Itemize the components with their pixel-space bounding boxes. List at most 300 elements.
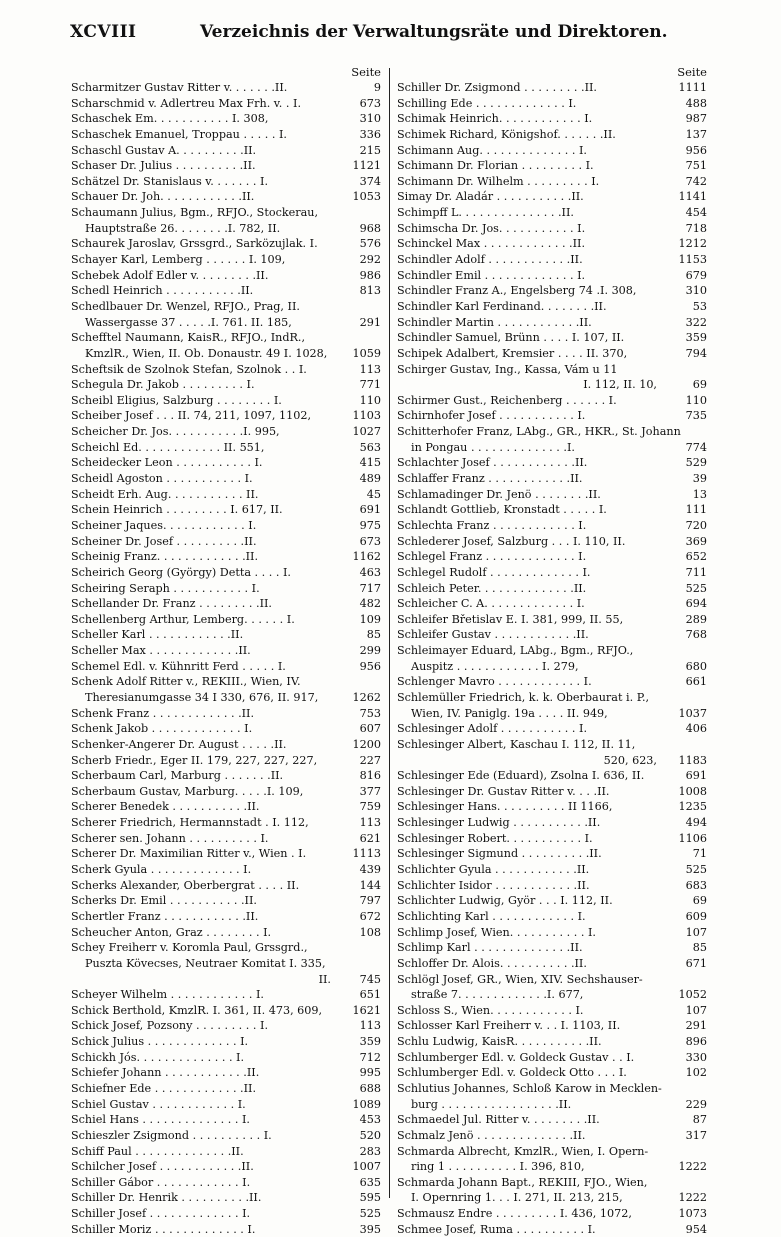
- entry-name: Schmalz Jenö . . . . . . . . . . . . . .II.: [397, 1128, 586, 1142]
- entry-name: Schindler Adolf . . . . . . . . . . . .II.: [397, 253, 583, 267]
- index-entry: [397, 143, 707, 159]
- entry-name: Scherk Gyula . . . . . . . . . . . . . I.: [71, 863, 252, 877]
- entry-name: Schenk Jakob . . . . . . . . . . . . . I.: [71, 722, 253, 736]
- entry-name: Schefftel Naumann, KaisR., RFJO., IndR.,: [71, 331, 306, 345]
- entry-name: Schloffer Dr. Alois. . . . . . . . . . .II.: [397, 956, 587, 970]
- entry-name: Scherer sen. Johann . . . . . . . . . . I.: [71, 831, 269, 845]
- index-entry: [71, 596, 381, 612]
- entry-name: Schlenger Mavro . . . . . . . . . . . . I.: [397, 675, 592, 689]
- index-entry: [71, 268, 381, 284]
- entry-name: Schlechta Franz . . . . . . . . . . . . I.: [397, 518, 587, 532]
- entry-page: 488: [685, 96, 707, 110]
- index-entry: [397, 377, 707, 393]
- entry-page: 673: [359, 534, 381, 548]
- entry-name: Schiel Hans . . . . . . . . . . . . . . I.: [71, 1113, 250, 1127]
- entry-name: Auspitz . . . . . . . . . . . . I. 279,: [411, 659, 579, 673]
- index-entry: [397, 737, 707, 753]
- entry-name: Schaschek Em. . . . . . . . . . . I. 308,: [71, 112, 269, 126]
- index-entry: [397, 972, 707, 988]
- entry-name: Schey Freiherr v. Koromla Paul, Grssgrd.,: [71, 941, 308, 955]
- entry-page: 283: [359, 1144, 381, 1158]
- entry-name: Schimann Dr. Wilhelm . . . . . . . . . I.: [397, 174, 600, 188]
- index-entry: [397, 346, 707, 362]
- entry-page: 1111: [678, 81, 707, 94]
- index-entry: [71, 846, 381, 862]
- index-entry: [397, 768, 707, 784]
- entry-name: Hauptstraße 26. . . . . . . .I. 782, II.: [85, 221, 281, 235]
- entry-name: II.: [318, 972, 331, 986]
- entry-name: Scheiner Dr. Josef . . . . . . . . . .II.: [71, 534, 257, 548]
- index-entry: [71, 236, 381, 252]
- page-number: XCVIII: [70, 22, 137, 42]
- entry-name: Schirmer Gust., Reichenberg . . . . . . I.: [397, 393, 617, 407]
- entry-page: 291: [359, 315, 381, 329]
- entry-name: Simay Dr. Aladár . . . . . . . . . . .II.: [397, 190, 584, 204]
- entry-name: Schimann Dr. Florian . . . . . . . . . I.: [397, 159, 594, 173]
- entry-name: Scheinig Franz. . . . . . . . . . . . .II.: [71, 550, 259, 564]
- entry-name: Schlichter Ludwig, Györ . . . I. 112, II.: [397, 894, 613, 908]
- entry-page: 525: [685, 581, 707, 595]
- entry-list: [71, 80, 381, 1237]
- entry-name: Schiller Josef . . . . . . . . . . . . . I.: [71, 1207, 251, 1221]
- index-entry: [71, 643, 381, 659]
- entry-page: 85: [692, 941, 707, 955]
- entry-name: Schindler Karl Ferdinand. . . . . . . .II.: [397, 299, 607, 313]
- entry-page: 652: [685, 550, 707, 564]
- index-entry: [397, 158, 707, 174]
- entry-name: Schmausz Endre . . . . . . . . . I. 436, 1072,: [397, 1207, 632, 1221]
- entry-name: Schmee Josef, Ruma . . . . . . . . . . I.: [397, 1222, 596, 1236]
- index-entry: [397, 893, 707, 909]
- index-entry: [71, 377, 381, 393]
- entry-name: Schirger Gustav, Ing., Kassa, Vám u 11: [397, 362, 618, 376]
- index-entry: [71, 393, 381, 409]
- entry-page: 113: [359, 1019, 381, 1033]
- index-entry: [397, 659, 707, 675]
- index-entry: [71, 706, 381, 722]
- entry-name: Scheidecker Leon . . . . . . . . . . . I.: [71, 456, 263, 470]
- entry-page: 672: [359, 909, 381, 923]
- entry-page: 525: [685, 863, 707, 877]
- entry-name: Schlutius Johannes, Schloß Karow in Mecklen-: [397, 1082, 662, 1095]
- entry-page: 986: [359, 268, 381, 282]
- entry-name: Schaschl Gustav A. . . . . . . . . .II.: [71, 143, 257, 157]
- entry-name: Schlichting Karl . . . . . . . . . . . . I.: [397, 909, 586, 923]
- index-entry: [71, 1159, 381, 1175]
- entry-name: Schlesinger Robert. . . . . . . . . . . I.: [397, 831, 593, 845]
- index-entry: [71, 205, 381, 221]
- index-entry: [397, 205, 707, 221]
- index-entry: [397, 299, 707, 315]
- entry-page: 369: [685, 534, 707, 548]
- entry-page: 735: [685, 409, 707, 423]
- index-entry: [397, 534, 707, 550]
- entry-page: 987: [685, 112, 707, 126]
- index-entry: [397, 362, 707, 378]
- entry-page: 768: [685, 628, 707, 642]
- index-entry: [397, 846, 707, 862]
- index-entry: [71, 940, 381, 956]
- entry-page: 310: [359, 112, 381, 126]
- entry-page: 718: [685, 221, 707, 235]
- entry-page: 489: [359, 472, 381, 486]
- entry-page: 751: [685, 159, 707, 173]
- entry-name: Wien, IV. Paniglg. 19a . . . . II. 949,: [411, 706, 608, 720]
- entry-name: Schiller Dr. Zsigmond . . . . . . . . .II.: [397, 81, 597, 94]
- entry-name: Schlimp Josef, Wien. . . . . . . . . . . I.: [397, 925, 596, 939]
- entry-page: 529: [685, 456, 707, 470]
- index-entry: [71, 502, 381, 518]
- entry-page: 215: [359, 143, 381, 157]
- entry-name: Schleich Peter. . . . . . . . . . . . . .II.: [397, 581, 587, 595]
- index-entry: [397, 111, 707, 127]
- index-entry: [71, 127, 381, 143]
- entry-name: Scheller Max . . . . . . . . . . . . .II.: [71, 644, 251, 658]
- entry-name: Schertler Franz . . . . . . . . . . . .II.: [71, 909, 259, 923]
- entry-page: 621: [359, 831, 381, 845]
- entry-page: 691: [359, 503, 381, 517]
- entry-name: Scherbaum Carl, Marburg . . . . . . .II.: [71, 769, 284, 783]
- entry-page: 107: [685, 1003, 707, 1017]
- entry-page: 1235: [678, 800, 707, 814]
- index-entry: [71, 111, 381, 127]
- entry-page: 745: [359, 972, 381, 986]
- index-entry: [397, 221, 707, 237]
- index-entry: [71, 784, 381, 800]
- entry-page: 759: [359, 800, 381, 814]
- entry-page: 635: [359, 1175, 381, 1189]
- entry-name: Schaurek Jaroslav, Grssgrd., Sarközujlak. I.: [71, 237, 318, 251]
- index-entry: [397, 283, 707, 299]
- index-entry: [397, 690, 707, 706]
- index-entry: [397, 1128, 707, 1144]
- index-entry: [397, 502, 707, 518]
- index-entry: [71, 1206, 381, 1222]
- entry-name: Schenker-Angerer Dr. August . . . . .II.: [71, 737, 287, 751]
- entry-name: Scherbaum Gustav, Marburg. . . . .I. 109,: [71, 784, 304, 798]
- entry-name: Schirnhofer Josef . . . . . . . . . . . I.: [397, 409, 586, 423]
- index-entry: [397, 80, 707, 96]
- entry-page: 292: [359, 253, 381, 267]
- index-entry: [71, 518, 381, 534]
- entry-page: 1089: [352, 1097, 381, 1111]
- entry-page: 717: [359, 581, 381, 595]
- entry-name: Scherks Dr. Emil . . . . . . . . . . .II.: [71, 894, 257, 908]
- entry-page: 359: [685, 331, 707, 345]
- index-entry: [397, 252, 707, 268]
- entry-page: 816: [359, 769, 381, 783]
- entry-name: Schenk Franz . . . . . . . . . . . . .II.: [71, 706, 255, 720]
- entry-page: 374: [359, 174, 381, 188]
- entry-page: 336: [359, 127, 381, 141]
- entry-page: 406: [685, 722, 707, 736]
- entry-name: Theresianumgasse 34 I 330, 676, II. 917,: [85, 690, 319, 704]
- entry-name: Schaschek Emanuel, Troppau . . . . . I.: [71, 127, 287, 141]
- index-entry: [71, 1128, 381, 1144]
- entry-name: Scheftsik de Szolnok Stefan, Szolnok . . I.: [71, 362, 307, 376]
- entry-name: Schlamadinger Dr. Jenö . . . . . . . .II.: [397, 487, 601, 501]
- entry-name: Scherks Alexander, Oberbergrat . . . . II.: [71, 878, 300, 892]
- entry-name: Scheiring Seraph . . . . . . . . . . . I.: [71, 581, 260, 595]
- entry-page: 87: [692, 1113, 707, 1127]
- entry-page: 395: [359, 1222, 381, 1236]
- index-entry: [397, 878, 707, 894]
- entry-name: Schiller Dr. Henrik . . . . . . . . . .II.: [71, 1191, 262, 1205]
- index-entry: [71, 158, 381, 174]
- index-entry: [71, 252, 381, 268]
- entry-name: Scheucher Anton, Graz . . . . . . . . I.: [71, 925, 272, 939]
- index-entry: [397, 330, 707, 346]
- entry-page: 45: [366, 487, 381, 501]
- index-entry: [397, 189, 707, 205]
- entry-name: Scharschmid v. Adlertreu Max Frh. v. . I.: [71, 96, 301, 110]
- entry-page: 576: [359, 237, 381, 251]
- index-entry: [71, 878, 381, 894]
- index-entry: [71, 815, 381, 831]
- index-entry: [71, 315, 381, 331]
- index-entry: [71, 893, 381, 909]
- entry-page: 377: [359, 784, 381, 798]
- index-entry: [397, 753, 707, 769]
- entry-page: 9: [373, 81, 381, 94]
- entry-name: Schimek Richard, Königshof. . . . . . .II.: [397, 127, 616, 141]
- entry-name: Schitterhofer Franz, LAbg., GR., HKR., St. Johann: [397, 425, 681, 439]
- entry-page: 520: [359, 1128, 381, 1142]
- entry-name: Schegula Dr. Jakob . . . . . . . . . I.: [71, 378, 255, 392]
- entry-name: Schlederer Josef, Salzburg . . . I. 110, II.: [397, 534, 626, 548]
- entry-name: Schlesinger Albert, Kaschau I. 112, II. 11,: [397, 737, 636, 751]
- index-entry: [397, 1065, 707, 1081]
- entry-name: Scherer Friedrich, Hermannstadt . I. 112,: [71, 816, 309, 830]
- entry-name: Schlimp Karl . . . . . . . . . . . . . .II.: [397, 941, 583, 955]
- index-entry: [71, 96, 381, 112]
- entry-page: 229: [685, 1097, 707, 1111]
- entry-name: Schleimayer Eduard, LAbg., Bgm., RFJO.,: [397, 644, 634, 658]
- entry-page: 415: [359, 456, 381, 470]
- entry-page: 227: [359, 753, 381, 767]
- index-entry: [71, 925, 381, 941]
- entry-page: 291: [685, 1019, 707, 1033]
- index-entry: [71, 487, 381, 503]
- entry-page: 1073: [678, 1207, 707, 1221]
- entry-page: 85: [366, 628, 381, 642]
- entry-name: Schiefer Johann . . . . . . . . . . . .II.: [71, 1066, 260, 1080]
- entry-page: 317: [685, 1128, 707, 1142]
- entry-name: Schlesinger Dr. Gustav Ritter v. . . .II.: [397, 784, 610, 798]
- entry-page: 742: [685, 174, 707, 188]
- entry-page: 1027: [352, 425, 381, 439]
- index-entry: [397, 440, 707, 456]
- index-entry: [71, 1003, 381, 1019]
- entry-page: 1053: [352, 190, 381, 204]
- entry-page: 113: [359, 362, 381, 376]
- entry-list: [397, 80, 707, 1237]
- index-entry: [397, 518, 707, 534]
- entry-page: 482: [359, 597, 381, 611]
- entry-name: Schindler Samuel, Brünn . . . . I. 107, II.: [397, 331, 625, 345]
- entry-page: 995: [359, 1066, 381, 1080]
- index-entry: [397, 706, 707, 722]
- index-entry: [397, 1190, 707, 1206]
- entry-name: Puszta Kövecses, Neutraer Komitat I. 335,: [85, 956, 326, 970]
- entry-page: 694: [685, 597, 707, 611]
- entry-name: Schloss S., Wien. . . . . . . . . . . . I.: [397, 1003, 584, 1017]
- index-entry: [397, 1112, 707, 1128]
- entry-name: Schlegel Rudolf . . . . . . . . . . . . . I.: [397, 565, 591, 579]
- index-entry: [397, 471, 707, 487]
- entry-name: Schindler Franz A., Engelsberg 74 .I. 308,: [397, 284, 637, 298]
- entry-name: Schilcher Josef . . . . . . . . . . . .II.: [71, 1160, 254, 1174]
- column-heading: Seite: [677, 65, 707, 79]
- entry-page: 679: [685, 268, 707, 282]
- index-entry: [397, 1034, 707, 1050]
- index-entry: [71, 1175, 381, 1191]
- entry-page: 53: [692, 299, 707, 313]
- entry-name: Schlumberger Edl. v. Goldeck Otto . . . I.: [397, 1066, 627, 1080]
- index-entry: [397, 549, 707, 565]
- index-entry: [397, 784, 707, 800]
- index-entry: [397, 956, 707, 972]
- entry-page: 595: [359, 1191, 381, 1205]
- index-entry: [71, 1050, 381, 1066]
- index-entry: [397, 1050, 707, 1066]
- entry-name: Schimpff L. . . . . . . . . . . . . . .II.: [397, 206, 574, 220]
- entry-name: Schimann Aug. . . . . . . . . . . . . . I.: [397, 143, 587, 157]
- entry-name: Schebek Adolf Edler v. . . . . . . . .II.: [71, 268, 269, 282]
- index-entry: [71, 659, 381, 675]
- entry-name: Wassergasse 37 . . . . .I. 761. II. 185,: [85, 315, 292, 329]
- entry-name: Schick Julius . . . . . . . . . . . . . I.: [71, 1035, 249, 1049]
- index-entry: [397, 127, 707, 143]
- entry-page: 1183: [678, 753, 707, 767]
- entry-name: Scheirich Georg (György) Detta . . . . I.: [71, 565, 291, 579]
- index-entry: [397, 236, 707, 252]
- entry-name: Schiel Gustav . . . . . . . . . . . . I.: [71, 1097, 246, 1111]
- entry-name: Scheyer Wilhelm . . . . . . . . . . . . I.: [71, 988, 264, 1002]
- entry-page: 144: [359, 878, 381, 892]
- entry-name: Schickh Jós. . . . . . . . . . . . . . I.: [71, 1050, 245, 1064]
- index-entry: [71, 565, 381, 581]
- entry-name: Schlosser Karl Freiherr v. . . I. 1103, II.: [397, 1019, 621, 1033]
- entry-name: Schlesinger Hans. . . . . . . . . . II 1166,: [397, 800, 613, 814]
- index-entry: [71, 1112, 381, 1128]
- index-entry: [71, 1065, 381, 1081]
- entry-page: 711: [685, 565, 707, 579]
- entry-name: Scheidl Agoston . . . . . . . . . . . I.: [71, 472, 253, 486]
- index-entry: [71, 768, 381, 784]
- entry-page: 102: [685, 1066, 707, 1080]
- entry-name: Schick Josef, Pozsony . . . . . . . . . I.: [71, 1019, 268, 1033]
- index-entry: [397, 268, 707, 284]
- entry-page: 71: [692, 847, 707, 861]
- entry-page: 322: [685, 315, 707, 329]
- index-entry: [71, 674, 381, 690]
- entry-name: Schinckel Max . . . . . . . . . . . . .II.: [397, 237, 586, 251]
- index-entry: [71, 330, 381, 346]
- index-entry: [397, 940, 707, 956]
- index-entry: [71, 753, 381, 769]
- entry-name: Schenk Adolf Ritter v., REKIII., Wien, IV.: [71, 675, 301, 689]
- index-entry: [71, 1081, 381, 1097]
- index-entry: [71, 143, 381, 159]
- index-entry: [397, 1144, 707, 1160]
- entry-page: 956: [685, 143, 707, 157]
- entry-name: Scheichl Ed. . . . . . . . . . . . II. 551,: [71, 440, 265, 454]
- index-entry: [397, 674, 707, 690]
- entry-name: Schedlbauer Dr. Wenzel, RFJO., Prag, II.: [71, 299, 300, 313]
- entry-page: 1153: [678, 253, 707, 267]
- page-header: [70, 22, 750, 52]
- entry-name: Schipek Adalbert, Kremsier . . . . II. 370,: [397, 346, 628, 360]
- entry-name: Schlesinger Ludwig . . . . . . . . . . .II.: [397, 816, 601, 830]
- entry-name: Scheicher Dr. Jos. . . . . . . . . . .I. 995,: [71, 425, 280, 439]
- index-entry: [71, 909, 381, 925]
- entry-page: 688: [359, 1082, 381, 1095]
- entry-page: 1007: [352, 1160, 381, 1174]
- entry-name: Schimak Heinrich. . . . . . . . . . . . I.: [397, 112, 593, 126]
- entry-page: 494: [685, 816, 707, 830]
- entry-name: Schlesinger Ede (Eduard), Zsolna I. 636, II.: [397, 769, 645, 783]
- index-entry: [397, 643, 707, 659]
- entry-name: Schiff Paul . . . . . . . . . . . . . .II.: [71, 1144, 244, 1158]
- entry-name: Schieszler Zsigmond . . . . . . . . . . I.: [71, 1128, 272, 1142]
- entry-page: 113: [359, 816, 381, 830]
- index-entry: [71, 549, 381, 565]
- entry-page: 1037: [678, 706, 707, 720]
- index-entry: [397, 862, 707, 878]
- entry-name: Schmaedel Jul. Ritter v. . . . . . . . .II.: [397, 1113, 600, 1127]
- index-entry: [397, 1097, 707, 1113]
- index-entry: [71, 690, 381, 706]
- entry-page: 439: [359, 863, 381, 877]
- index-entry: [71, 1097, 381, 1113]
- index-entry: [397, 909, 707, 925]
- index-entry: [71, 1144, 381, 1160]
- entry-page: 289: [685, 612, 707, 626]
- entry-page: 771: [359, 378, 381, 392]
- index-entry: [71, 346, 381, 362]
- entry-name: Scheller Karl . . . . . . . . . . . .II.: [71, 628, 244, 642]
- entry-page: 609: [685, 909, 707, 923]
- index-entry: [71, 408, 381, 424]
- entry-page: 896: [685, 1035, 707, 1049]
- entry-name: Schlaffer Franz . . . . . . . . . . . .II.: [397, 472, 583, 486]
- index-entry: [71, 174, 381, 190]
- entry-page: 110: [685, 393, 707, 407]
- entry-name: Schlachter Josef . . . . . . . . . . . .II.: [397, 456, 588, 470]
- index-entry: [397, 799, 707, 815]
- entry-name: Schleifer Gustav . . . . . . . . . . . .II.: [397, 628, 589, 642]
- entry-page: 680: [685, 659, 707, 673]
- index-entry: [397, 455, 707, 471]
- entry-page: 794: [685, 346, 707, 360]
- entry-name: straße 7. . . . . . . . . . . . .I. 677,: [411, 988, 584, 1002]
- index-entry: [71, 189, 381, 205]
- index-entry: [71, 799, 381, 815]
- index-entry: [397, 925, 707, 941]
- entry-name: in Pongau . . . . . . . . . . . . . .I.: [411, 440, 575, 454]
- entry-name: Scheidt Erh. Aug. . . . . . . . . . . II.: [71, 487, 259, 501]
- index-entry: [397, 487, 707, 503]
- index-entry: [71, 987, 381, 1003]
- index-entry: [397, 1003, 707, 1019]
- index-entry: [71, 471, 381, 487]
- entry-page: 1059: [352, 346, 381, 360]
- entry-name: Schaser Dr. Julius . . . . . . . . . .II.: [71, 159, 256, 173]
- index-entry: [397, 1018, 707, 1034]
- entry-name: burg . . . . . . . . . . . . . . . . .II.: [411, 1097, 572, 1111]
- index-entry: [71, 80, 381, 96]
